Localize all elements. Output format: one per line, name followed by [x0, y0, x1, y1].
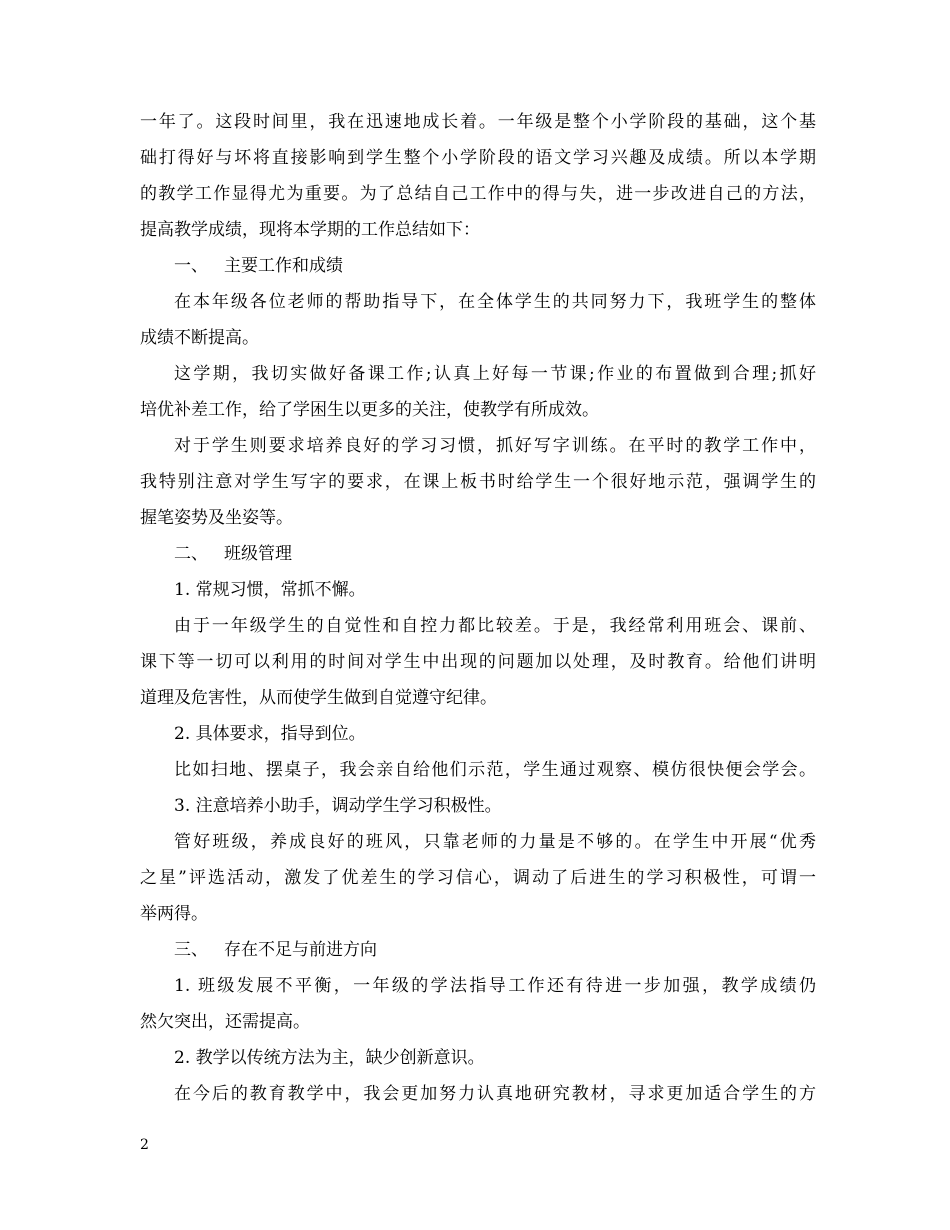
section-heading [140, 546, 816, 563]
section-number: 一、 [174, 256, 208, 276]
section-title: 主要工作和成绩 [224, 256, 343, 276]
text-line: 2. 具体要求，指导到位。 [174, 724, 366, 744]
text-line: 在今后的教育教学中，我会更加努力认真地研究教材，寻求更加适合学生的方 [174, 1084, 816, 1104]
text-line: 培优补差工作，给了学困生以更多的关注，使教学有所成效。 [140, 400, 599, 420]
text-line: 1. 常规习惯，常抓不懈。 [174, 580, 366, 600]
section-title: 存在不足与前进方向 [224, 940, 377, 960]
text-line: 比如扫地、摆桌子，我会亲自给他们示范，学生通过观察、模仿很快便会学会。 [174, 760, 816, 780]
text-line: 一年了。这段时间里，我在迅速地成长着。一年级是整个小学阶段的基础，这个基 [140, 112, 816, 132]
text-line: 提高教学成绩，现将本学期的工作总结如下： [140, 220, 480, 240]
text-line: 1. 班级发展不平衡，一年级的学法指导工作还有待进一步加强，教学成绩仍 [174, 976, 816, 996]
page-number: 2 [140, 1137, 149, 1153]
text-line: 握笔姿势及坐姿等。 [140, 508, 293, 528]
text-line: 这学期，我切实做好备课工作;认真上好每一节课;作业的布置做到合理;抓好 [174, 364, 816, 384]
text-line: 然欠突出，还需提高。 [140, 1012, 310, 1032]
section-number: 三、 [174, 940, 208, 960]
text-line: 举两得。 [140, 904, 208, 924]
section-heading [140, 258, 816, 275]
section-heading [140, 942, 816, 959]
text-line: 成绩不断提高。 [140, 328, 259, 348]
text-line: 3. 注意培养小助手，调动学生学习积极性。 [174, 796, 502, 816]
text-line: 我特别注意对学生写字的要求，在课上板书时给学生一个很好地示范，强调学生的 [140, 472, 816, 492]
text-line: 2. 教学以传统方法为主，缺少创新意识。 [174, 1048, 485, 1068]
text-line: 之星”评选活动，激发了优差生的学习信心，调动了后进生的学习积极性，可谓一 [140, 868, 816, 888]
text-line: 道理及危害性，从而使学生做到自觉遵守纪律。 [140, 688, 497, 708]
document-body [140, 114, 816, 1122]
text-line: 的教学工作显得尤为重要。为了总结自己工作中的得与失，进一步改进自己的方法， [140, 184, 816, 204]
text-line: 由于一年级学生的自觉性和自控力都比较差。于是，我经常利用班会、课前、 [174, 616, 816, 636]
text-line: 在本年级各位老师的帮助指导下，在全体学生的共同努力下，我班学生的整体 [174, 292, 816, 312]
text-line: 对于学生则要求培养良好的学习习惯，抓好写字训练。在平时的教学工作中， [174, 436, 816, 456]
section-number: 二、 [174, 544, 208, 564]
text-line: 管好班级，养成良好的班风，只靠老师的力量是不够的。在学生中开展“优秀 [174, 832, 816, 852]
text-line: 课下等一切可以利用的时间对学生中出现的问题加以处理，及时教育。给他们讲明 [140, 652, 816, 672]
section-title: 班级管理 [224, 544, 292, 564]
text-line: 础打得好与坏将直接影响到学生整个小学阶段的语文学习兴趣及成绩。所以本学期 [140, 148, 816, 168]
